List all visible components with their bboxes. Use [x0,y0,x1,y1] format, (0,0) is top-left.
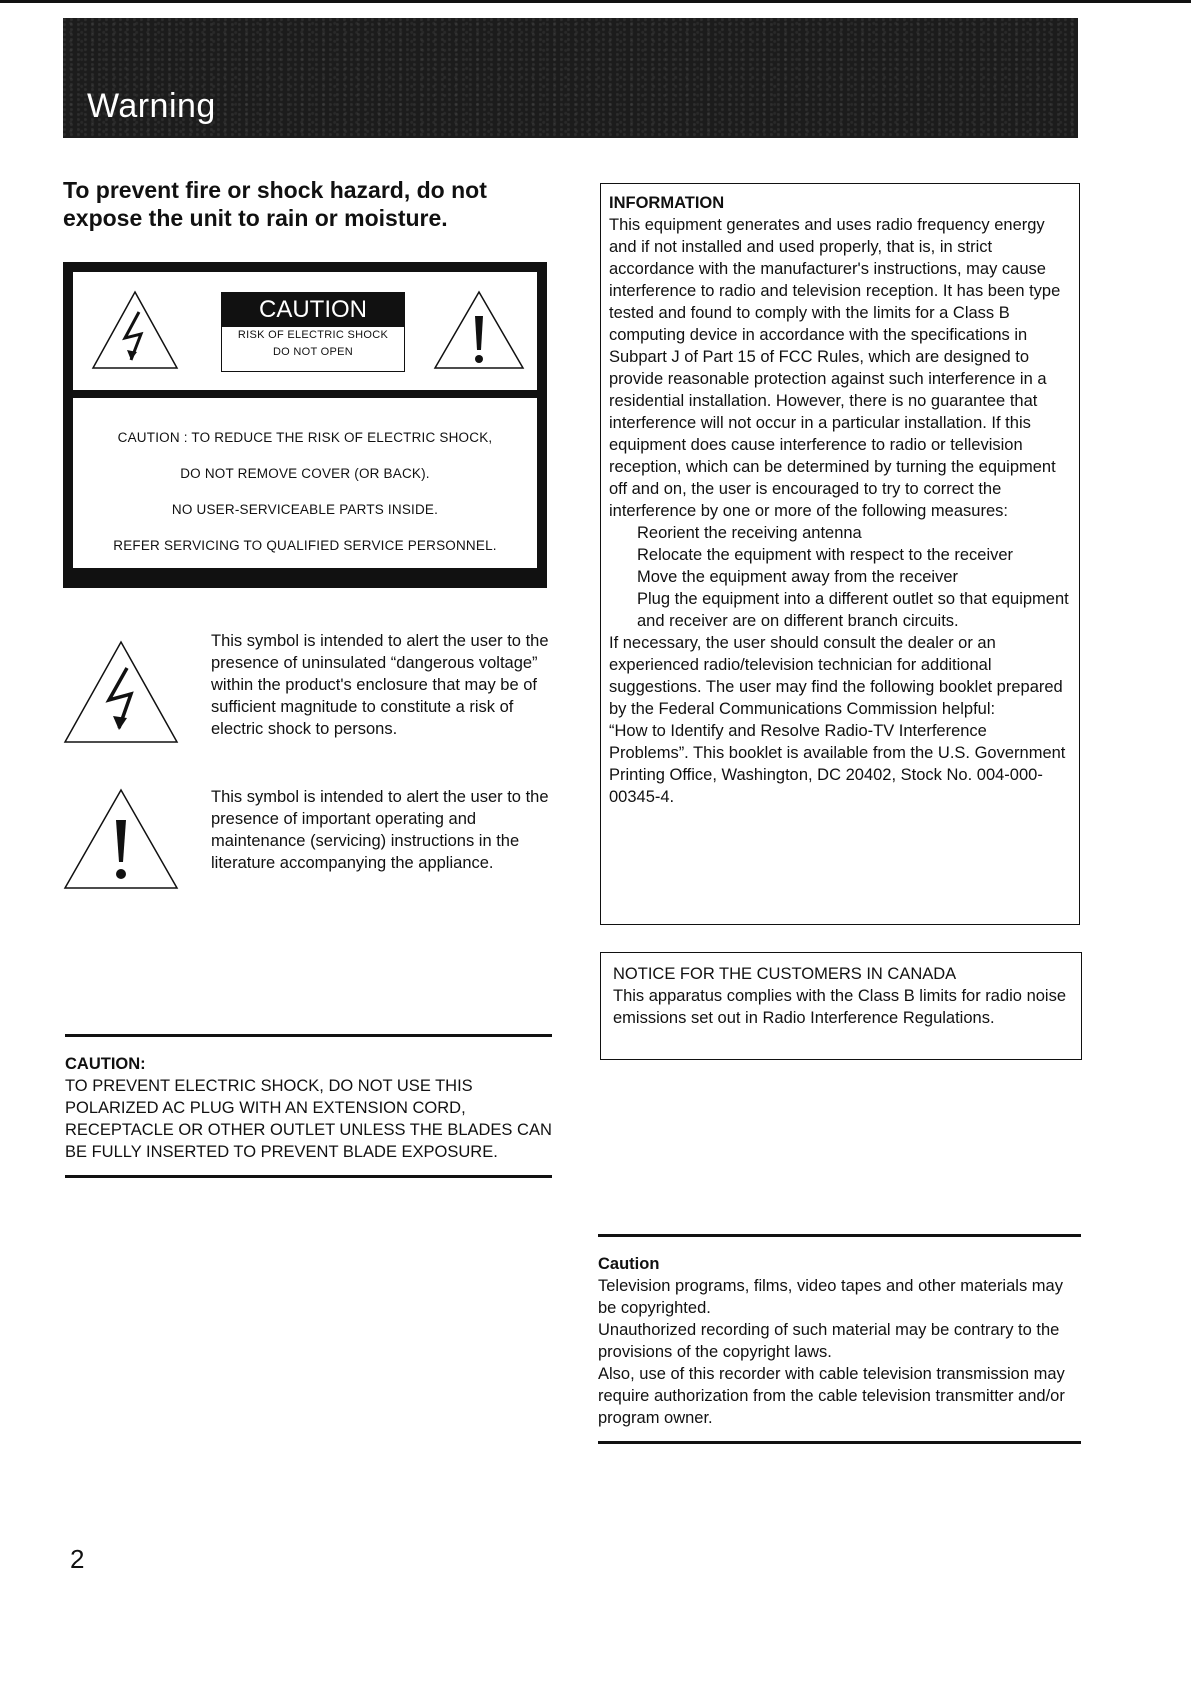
information-closing: If necessary, the user should consult the dealer or an experienced radio/television technician for additional suggestions. The user may find the following booklet prepared by the Federal Communications Commission helpful: [609,634,1063,718]
canada-notice-title: NOTICE FOR THE CUSTOMERS IN CANADA [613,965,957,983]
copyright-caution-line: Unauthorized recording of such material may be contrary to the provisions of the copyright laws. [598,1321,1060,1361]
list-item: Relocate the equipment with respect to the receiver [637,546,1014,564]
banner-title: Warning [87,87,216,125]
caution-label-upper [73,272,537,390]
lightning-triangle-icon [63,630,179,744]
page-number: 2 [70,1544,85,1574]
information-booklet: “How to Identify and Resolve Radio-TV Interference Problems”. This booklet is available from the U.S. Government Printing Office, Washington, DC 20402, Stock No. 004-000-00345-4. [609,722,1066,806]
copyright-caution-title: Caution [598,1255,660,1273]
list-item: Reorient the receiving antenna [637,524,862,542]
information-body: This equipment generates and uses radio frequency energy and if not installed and used properly, that is, in strict accordance with the manufacturer's instructions, may cause interference to radio and television reception. It has been type tested and found to comply with the limits for a Class B computing device in accordance with the specifications in Subpart J of Part 15 of FCC Rules, which are designed to provide reasonable protection against such interference in a residential installation. However, there is no guarantee that interference will not occur in a particular installation. If this equipment does cause interference to radio or tellevision reception, which can be determined by turning the equipment off and on, the user is encouraged to try to correct the interference by one or more of the following measures: [609,216,1061,520]
plug-caution [65,1034,552,1178]
list-item: Plug the equipment into a different outlet so that equipment and receiver are on different branch circuits. [637,590,1069,630]
copyright-caution-line: Also, use of this recorder with cable television transmission may require authorization from the cable television transmitter and/or program owner. [598,1365,1065,1427]
symbol-explanation [63,630,553,760]
exclamation-triangle-icon [63,786,179,890]
headline: To prevent fire or shock hazard, do not expose the unit to rain or moisture. [63,177,487,231]
symbol-description: This symbol is intended to alert the user to the presence of uninsulated “dangerous voltage” within the product's enclosure that may be of sufficient magnitude to constitute a risk of electric shock to persons. [211,632,549,738]
lightning-triangle-icon [91,290,179,370]
information-title: INFORMATION [609,194,725,212]
caution-badge [221,292,405,372]
plug-caution-body: TO PREVENT ELECTRIC SHOCK, DO NOT USE THIS POLARIZED AC PLUG WITH AN EXTENSION CORD, RECEPTACLE OR OTHER OUTLET UNLESS THE BLADES CAN BE FULLY INSERTED TO PREVENT BLADE EXPOSURE. [65,1077,552,1161]
warning-banner [63,18,1078,138]
copyright-caution [598,1234,1081,1444]
symbol-explanation [63,786,553,896]
caution-label-panel [63,262,547,588]
caution-badge-line: DO NOT OPEN [272,346,354,358]
symbol-description: This symbol is intended to alert the user to the presence of important operating and maintenance (servicing) instructions in the literature accompanying the appliance. [211,788,549,872]
caution-label-line: CAUTION : TO REDUCE THE RISK OF ELECTRIC SHOCK, [117,430,493,445]
exclamation-triangle-icon [433,290,525,370]
list-item: Move the equipment away from the receiver [637,568,958,586]
copyright-caution-line: Television programs, films, video tapes and other materials may be copyrighted. [598,1277,1063,1317]
caution-label-lower [73,398,537,568]
caution-badge-line: RISK OF ELECTRIC SHOCK [237,329,389,341]
caution-badge-title: CAUTION [222,293,404,327]
canada-notice-box [600,952,1082,1060]
caution-label-line: REFER SERVICING TO QUALIFIED SERVICE PERSONNEL. [113,538,497,553]
information-box [600,183,1080,925]
top-rule [0,0,1191,3]
plug-caution-title: CAUTION: [65,1055,146,1073]
caution-label-line: NO USER-SERVICEABLE PARTS INSIDE. [171,502,439,517]
caution-label-line: DO NOT REMOVE COVER (OR BACK). [180,466,430,481]
measures-list [609,522,1071,632]
canada-notice-body: This apparatus complies with the Class B limits for radio noise emissions set out in Radio Interference Regulations. [613,987,1067,1027]
